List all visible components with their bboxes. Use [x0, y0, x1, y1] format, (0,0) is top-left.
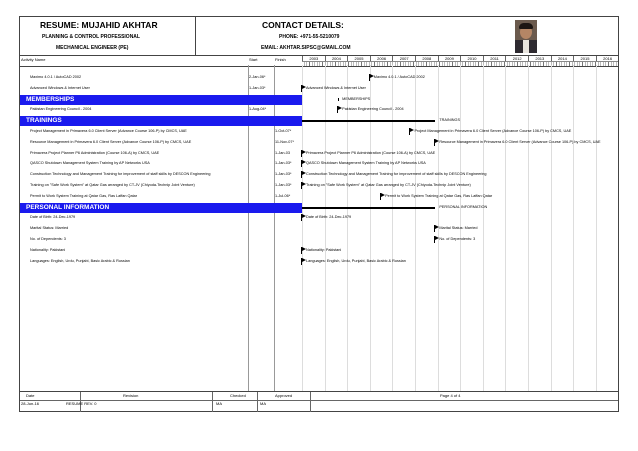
- activity-row: [20, 159, 618, 169]
- footer-date-value: 28-Jun-16: [21, 401, 40, 406]
- milestone-label: No. of Dependents: 3: [439, 237, 476, 241]
- milestone-flag-icon: [433, 225, 438, 232]
- milestone-flag-icon: [408, 128, 413, 135]
- start-column-header: Start: [249, 57, 258, 62]
- milestone-label: Maximo 4.0.1 / AutoCAD 2002: [373, 75, 425, 79]
- milestone-flag-icon: [300, 247, 305, 254]
- milestone-label: Date of Birth: 24-Dec-1979: [306, 215, 352, 220]
- year-header-2008: 2008: [415, 56, 438, 61]
- summary-bar: [302, 207, 435, 209]
- year-header-2004: 2004: [325, 56, 348, 61]
- finish-date: 1-Jan-03: [275, 150, 290, 155]
- activity-row: [20, 257, 618, 267]
- year-header-2015: 2015: [573, 56, 596, 61]
- finish-date: 1-Jul-06*: [275, 193, 291, 198]
- activity-name: Nationality: Pakistani: [30, 247, 66, 252]
- milestone-label: Languages: English, Urdu, Punjabi, Basic Arabic & Russian: [306, 258, 406, 263]
- footer-approved-value: MA: [260, 401, 266, 406]
- footer-approved-header: Approved: [275, 393, 293, 398]
- footer-revision-value: RESUME REV. 0: [66, 401, 97, 406]
- start-date: 2-Jan-06*: [249, 75, 266, 79]
- section-row: [20, 95, 618, 105]
- year-header-2007: 2007: [392, 56, 415, 61]
- summary-bar: [302, 120, 435, 122]
- gantt-rows: [20, 65, 618, 391]
- activity-row: [20, 224, 618, 234]
- milestone-flag-icon: [300, 214, 305, 221]
- milestone-label: Pakistan Engineering Council - 2004: [342, 107, 404, 112]
- activity-name: Training on "Safe Work System" at Qatar Gas arranged by CT-JV (Chiyoda-Technip Joint Venture): [30, 183, 195, 187]
- footer-checked-value: MA: [216, 401, 222, 406]
- activity-row: [20, 213, 618, 223]
- milestone-label: Primavera Project Planner P6 Administration (Course 106-A) by CMCS, UAE: [306, 150, 436, 155]
- phone-text: PHONE: +971-55-5210079: [279, 34, 340, 40]
- finish-date: 11-Nov-07*: [275, 139, 294, 144]
- summary-label: TRAININGS: [439, 118, 461, 123]
- activity-row: [20, 105, 618, 115]
- activity-name: Resource Management in Primavera 6.0 Client Server (Advance Course 106-P) by CMCS, UAE: [30, 139, 192, 144]
- activity-name: Pakistan Engineering Council - 2004: [30, 107, 92, 112]
- milestone-flag-icon: [336, 106, 341, 113]
- activity-row: [20, 127, 618, 137]
- milestone-label: Resource Management in Primavera 6.0 Client Server (Advance Course 106-P) by CMCS, UAE: [439, 139, 601, 144]
- milestone-label: Project Management in Primavera 6.0 Client Server (Advance Course 106-P) by CMCS, UAE: [414, 129, 572, 133]
- activity-name: Advanced Windows & Internet User: [30, 85, 90, 90]
- year-header-2014: 2014: [551, 56, 574, 61]
- activity-name: No. of Dependents: 3: [30, 237, 66, 241]
- activity-row: [20, 246, 618, 256]
- milestone-flag-icon: [368, 74, 373, 81]
- footer-checked-header: Checked: [230, 393, 246, 398]
- role-line-1: PLANNING & CONTROL PROFESSIONAL: [42, 34, 140, 40]
- activity-row: [20, 170, 618, 180]
- page-number: Page 4 of 4: [440, 393, 461, 398]
- milestone-label: Nationality: Pakistani: [306, 247, 342, 252]
- year-header-2003: 2003: [302, 56, 325, 61]
- section-band: [20, 116, 302, 126]
- email-text: EMAIL: AKHTAR.SIPSC@GMAIL.COM: [261, 45, 351, 51]
- year-header-2013: 2013: [528, 56, 551, 61]
- section-title: PERSONAL INFORMATION: [26, 203, 110, 211]
- year-header-2009: 2009: [438, 56, 461, 61]
- milestone-label: Marital Status: Married: [439, 226, 478, 231]
- milestone-label: Permit to Work System Training at Qatar Gas, Ras Laffan Qatar: [385, 193, 493, 198]
- milestone-flag-icon: [300, 171, 305, 178]
- milestone-flag-icon: [300, 150, 305, 157]
- activity-column-header: Activity Name: [21, 57, 46, 62]
- activity-name: QASCO Shutdown Management System Training by AP Networks USA: [30, 161, 150, 166]
- activity-row: [20, 181, 618, 191]
- finish-date: 1-Jan-03*: [275, 161, 292, 166]
- section-band: [20, 95, 302, 105]
- summary-label: MEMBERSHIPS: [342, 96, 371, 101]
- activity-name: Construction Technology and Management Training for improvement of staff skills by DESCON Engineering: [30, 172, 211, 177]
- milestone-flag-icon: [433, 236, 438, 243]
- role-line-2: MECHANICAL ENGINEER (PE): [56, 45, 129, 51]
- start-date: 1-Aug-04*: [249, 107, 267, 112]
- section-row: [20, 116, 618, 126]
- activity-row: [20, 73, 618, 83]
- activity-row: [20, 192, 618, 202]
- milestone-flag-icon: [379, 193, 384, 200]
- revision-footer: [20, 391, 618, 412]
- finish-date: 1-Oct-07*: [275, 129, 292, 133]
- year-header-2011: 2011: [483, 56, 506, 61]
- milestone-label: Construction Technology and Management Training for improvement of staff skills by DESCON Engineering: [306, 172, 487, 177]
- activity-row: [20, 235, 618, 245]
- footer-date-header: Date: [26, 393, 35, 398]
- activity-name: Project Management in Primavera 6.0 Client Server (Advance Course 106-P) by CMCS, UAE: [30, 129, 187, 133]
- milestone-flag-icon: [300, 85, 305, 92]
- activity-name: Maximo 4.0.1 / AutoCAD 2002: [30, 75, 82, 79]
- activity-row: [20, 138, 618, 148]
- start-date: 1-Jan-03*: [249, 85, 266, 90]
- resume-title: RESUME: MUJAHID AKHTAR: [40, 20, 158, 30]
- section-title: TRAININGS: [26, 117, 62, 125]
- activity-name: Permit to Work System Training at Qatar Gas, Ras Laffan Qatar: [30, 193, 138, 198]
- footer-revision-header: Revision: [123, 393, 139, 398]
- activity-name: Languages: English, Urdu, Punjabi, Basic Arabic & Russian: [30, 258, 130, 263]
- resume-header: [20, 17, 196, 55]
- finish-date: 1-Jan-03*: [275, 172, 292, 177]
- section-band: [20, 203, 302, 213]
- milestone-flag-icon: [433, 139, 438, 146]
- activity-name: Primavera Project Planner P6 Administration (Course 106-A) by CMCS, UAE: [30, 150, 160, 155]
- milestone-label: Training on "Safe Work System" at Qatar Gas arranged by CT-JV (Chiyoda-Technip Joint Venture): [306, 183, 471, 187]
- section-title: MEMBERSHIPS: [26, 95, 75, 103]
- finish-date: 1-Jan-03*: [275, 183, 292, 187]
- activity-row: [20, 84, 618, 94]
- year-header-2016: 2016: [596, 56, 619, 61]
- milestone-flag-icon: [300, 182, 305, 189]
- year-header-2010: 2010: [460, 56, 483, 61]
- activity-row: [20, 149, 618, 159]
- contact-title: CONTACT DETAILS:: [262, 20, 344, 30]
- milestone-label: Advanced Windows & Internet User: [306, 85, 366, 90]
- profile-photo: [515, 20, 537, 53]
- resume-sheet: [19, 16, 619, 412]
- milestone-flag-icon: [300, 160, 305, 167]
- milestone-label: QASCO Shutdown Management System Training by AP Networks USA: [306, 161, 426, 166]
- summary-label: PERSONAL INFORMATION: [439, 204, 488, 209]
- contact-header: [195, 17, 495, 55]
- year-header-2005: 2005: [347, 56, 370, 61]
- year-header-2006: 2006: [370, 56, 393, 61]
- activity-name: Date of Birth: 24-Dec-1979: [30, 215, 76, 220]
- activity-name: Marital Status: Married: [30, 226, 69, 231]
- section-row: [20, 203, 618, 213]
- year-header-2012: 2012: [505, 56, 528, 61]
- finish-column-header: Finish: [275, 57, 286, 62]
- summary-tick: [338, 98, 339, 101]
- milestone-flag-icon: [300, 258, 305, 265]
